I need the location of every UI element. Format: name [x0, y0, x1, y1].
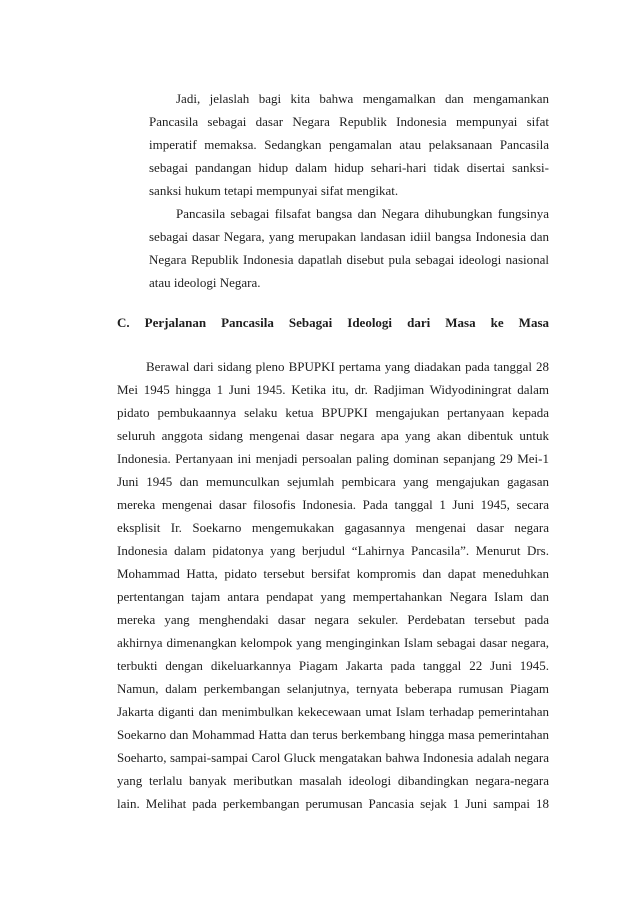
text-line: Mohammad Hatta, pidato tersebut bersifat kompromis dan dapat meneduhkan [117, 566, 549, 581]
text-line: sebagai dasar Negara, yang merupakan landasan idiil bangsa Indonesia dan [149, 229, 549, 244]
text-line: Juni 1945 dan memunculkan sejumlah pembicara yang mengajukan gagasan [117, 474, 549, 489]
text-line: Soekarno dan Mohammad Hatta dan terus berkembang hingga masa pemerintahan [117, 727, 549, 742]
text-line: akhirnya dimenangkan kelompok yang menginginkan Islam sebagai dasar negara, [117, 635, 549, 650]
text-line: Mei 1945 hingga 1 Juni 1945. Ketika itu, dr. Radjiman Widyodiningrat dalam [117, 382, 549, 397]
text-line: atau ideologi Negara. [149, 275, 261, 290]
text-line: mereka yang menghendaki dasar negara sekuler. Perdebatan tersebut pada [117, 612, 549, 627]
text-line: seluruh anggota sidang mengenai dasar negara apa yang akan dibentuk untuk [117, 428, 549, 443]
section-heading: C. Perjalanan Pancasila Sebagai Ideologi dari Masa ke Masa [117, 315, 549, 330]
text-line: Berawal dari sidang pleno BPUPKI pertama yang diadakan pada tanggal 28 [146, 359, 549, 374]
text-line: sebagai pandangan hidup dalam hidup sehari-hari tidak disertai sanksi- [149, 160, 549, 175]
text-line: Namun, dalam perkembangan selanjutnya, ternyata beberapa rumusan Piagam [117, 681, 549, 696]
text-line: Soeharto, sampai-sampai Carol Gluck mengatakan bahwa Indonesia adalah negara [117, 750, 549, 765]
text-line: Pancasila sebagai dasar Negara Republik Indonesia mempunyai sifat [149, 114, 549, 129]
text-line: Indonesia dalam pidatonya yang berjudul “Lahirnya Pancasila”. Menurut Drs. [117, 543, 549, 558]
text-line: eksplisit Ir. Soekarno mengemukakan gagasannya mengenai dasar negara [117, 520, 549, 535]
text-line: Jakarta diganti dan menimbulkan kekecewaan umat Islam terhadap pemerintahan [117, 704, 549, 719]
text-line: imperatif memaksa. Sedangkan pengamalan atau pelaksanaan Pancasila [149, 137, 549, 152]
text-line: yang terlalu banyak meributkan masalah ideologi dibandingkan negara-negara [117, 773, 549, 788]
text-line: sanksi hukum tetapi mempunyai sifat mengikat. [149, 183, 399, 198]
text-line: pertentangan tajam antara pendapat yang mempertahankan Negara Islam dan [117, 589, 549, 604]
text-line: Jadi, jelaslah bagi kita bahwa mengamalkan dan mengamankan [176, 91, 549, 106]
text-line: terbukti dengan dikeluarkannya Piagam Jakarta pada tanggal 22 Juni 1945. [117, 658, 549, 673]
text-line: lain. Melihat pada perkembangan perumusan Pancasia sejak 1 Juni sampai 18 [117, 796, 549, 811]
text-line: mereka mengenai dasar filosofis Indonesia. Pada tanggal 1 Juni 1945, secara [117, 497, 549, 512]
text-line: Indonesia. Pertanyaan ini menjadi persoalan paling dominan sepanjang 29 Mei-1 [117, 451, 549, 466]
text-line: Pancasila sebagai filsafat bangsa dan Negara dihubungkan fungsinya [176, 206, 549, 221]
text-line: Negara Republik Indonesia dapatlah disebut pula sebagai ideologi nasional [149, 252, 549, 267]
text-line: pidato pembukaannya selaku ketua BPUPKI mengajukan pertanyaan kepada [117, 405, 549, 420]
